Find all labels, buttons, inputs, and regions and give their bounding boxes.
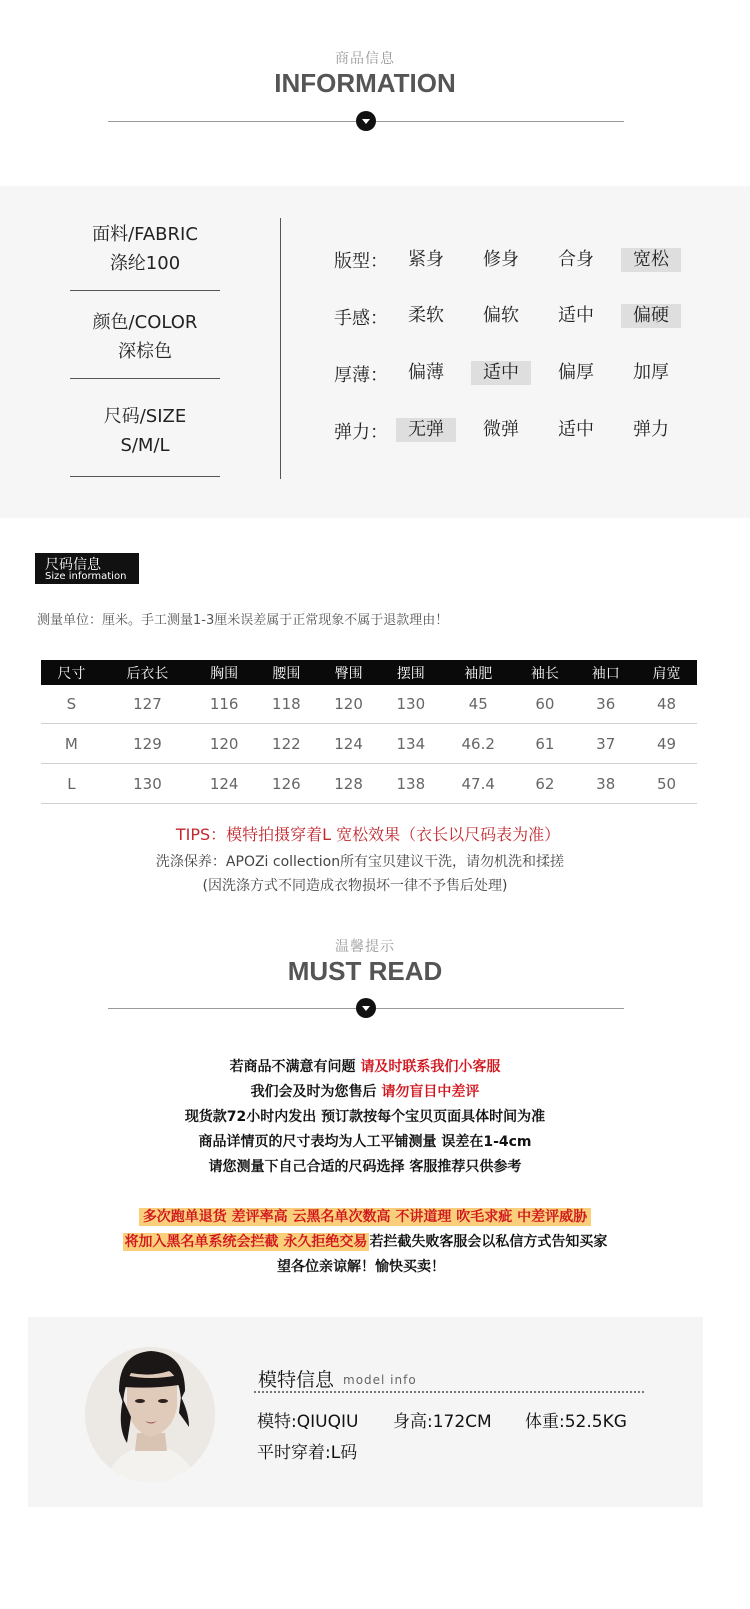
notice-line: [0, 1056, 730, 1076]
measure-note: 测量单位：厘米。手工测量1-3厘米误差属于正常现象不属于退款理由！: [37, 613, 449, 628]
table-cell: 36: [575, 685, 636, 724]
attr-option: 适中: [558, 419, 594, 440]
notice-line: [0, 1081, 730, 1101]
table-cell: 45: [442, 685, 515, 724]
warning-line: [0, 1231, 730, 1251]
spec-color-value: 深棕色: [118, 341, 172, 362]
col-header: 肩宽: [636, 660, 697, 685]
table-cell: 120: [193, 724, 255, 764]
chevron-down-icon: [356, 998, 376, 1018]
size-badge-cn: 尺码信息: [45, 557, 101, 573]
model-title-en: model info: [343, 1373, 417, 1387]
table-cell: 38: [575, 764, 636, 804]
col-header: 袖长: [514, 660, 575, 685]
table-row: [41, 685, 697, 724]
model-portrait-icon: [85, 1347, 215, 1482]
notice-text: 我们会及时为您售后: [250, 1084, 382, 1100]
info-title: INFORMATION: [274, 68, 456, 98]
notice-line: 商品详情页的尺寸表均为人工平铺测量 误差在1-4cm: [198, 1134, 532, 1150]
col-header: 袖肥: [442, 660, 515, 685]
attr-row-elasticity: [334, 418, 694, 444]
notice-line: 请您测量下自己合适的尺码选择 客服推荐只供参考: [208, 1159, 522, 1175]
table-cell: 118: [255, 685, 317, 724]
notice-text: 若商品不满意有问题: [229, 1059, 361, 1075]
table-cell: 129: [102, 724, 193, 764]
warning-highlight: 多次跑单退货 差评率高 云黑名单次数高 不讲道理 吹毛求疵 中差评威胁: [139, 1208, 591, 1226]
attr-label: 手感：: [334, 308, 388, 329]
table-cell: 47.4: [442, 764, 515, 804]
table-cell: 37: [575, 724, 636, 764]
attr-option: 合身: [558, 249, 594, 270]
table-cell: 61: [514, 724, 575, 764]
attr-option: 紧身: [408, 249, 444, 270]
spec-size-value: S/M/L: [120, 435, 170, 456]
attr-option: 柔软: [408, 305, 444, 326]
table-cell: 127: [102, 685, 193, 724]
notice-emphasis: 请勿盲目中差评: [381, 1084, 480, 1100]
attr-option: 适中: [558, 305, 594, 326]
attr-label: 弹力：: [334, 422, 388, 443]
avatar: [85, 1347, 215, 1482]
model-usual-size: 平时穿着:L码: [257, 1443, 358, 1463]
attr-option: 修身: [483, 249, 519, 270]
col-header: 袖口: [575, 660, 636, 685]
table-cell: 120: [317, 685, 379, 724]
table-cell: 130: [380, 685, 442, 724]
table-cell: 122: [255, 724, 317, 764]
attr-option: 偏薄: [408, 362, 444, 383]
col-header: 摆围: [380, 660, 442, 685]
panel-vertical-divider: [280, 218, 281, 479]
attr-option-selected: 适中: [471, 361, 531, 385]
attr-row-fit: [334, 247, 694, 273]
table-cell: 134: [380, 724, 442, 764]
size-table: [41, 660, 697, 804]
table-cell: 124: [317, 724, 379, 764]
attr-label: 版型：: [334, 251, 388, 272]
table-cell: 128: [317, 764, 379, 804]
spec-separator: [70, 290, 220, 291]
size-badge-en: Size information: [45, 571, 127, 582]
notice-emphasis: 请及时联系我们小客服: [360, 1059, 501, 1075]
spec-size-label: 尺码/SIZE: [103, 406, 187, 427]
col-header: 尺寸: [41, 660, 102, 685]
attr-row-thickness: [334, 361, 694, 387]
tips-text: TIPS：模特拍摄穿着L 宽松效果（衣长以尺码表为准）: [175, 825, 561, 844]
size-info-badge: [35, 553, 139, 584]
attr-row-feel: [334, 304, 694, 330]
spec-separator: [70, 476, 220, 477]
spec-fabric: [70, 220, 220, 278]
model-weight: 体重:52.5KG: [525, 1412, 627, 1432]
wash-instruction: 洗涤保养：APOZi collection所有宝贝建议干洗，请勿机洗和揉搓: [155, 854, 565, 870]
table-cell: 60: [514, 685, 575, 724]
attr-option-selected: 偏硬: [621, 304, 681, 328]
model-name: 模特:QIUQIU: [257, 1412, 359, 1432]
size-table-header: [41, 660, 697, 685]
attr-option: 偏软: [483, 305, 519, 326]
warning-text: 若拦截失败客服会以私信方式告知买家: [369, 1234, 608, 1250]
mustread-subtitle: 温馨提示: [335, 939, 395, 955]
table-cell: M: [41, 724, 102, 764]
col-header: 臀围: [317, 660, 379, 685]
spec-separator: [70, 378, 220, 379]
attr-label: 厚薄：: [334, 365, 388, 386]
table-row: [41, 724, 697, 764]
table-cell: 116: [193, 685, 255, 724]
attr-option-selected: 无弹: [396, 418, 456, 442]
col-header: 腰围: [255, 660, 317, 685]
model-height: 身高:172CM: [393, 1412, 492, 1432]
table-cell: 48: [636, 685, 697, 724]
attr-option-selected: 宽松: [621, 248, 681, 272]
wash-disclaimer: (因洗涤方式不同造成衣物损坏一律不予售后处理): [202, 878, 508, 894]
warning-highlight: 将加入黑名单系统会拦截 永久拒绝交易: [124, 1234, 368, 1250]
spec-fabric-value: 涤纶100: [109, 253, 181, 274]
table-cell: 138: [380, 764, 442, 804]
attr-option: 加厚: [633, 362, 669, 383]
mustread-title: MUST READ: [287, 956, 443, 986]
spec-color: [70, 308, 220, 366]
table-cell: L: [41, 764, 102, 804]
table-cell: 49: [636, 724, 697, 764]
table-cell: 46.2: [442, 724, 515, 764]
attr-option: 微弹: [483, 419, 519, 440]
table-cell: 50: [636, 764, 697, 804]
spec-color-label: 颜色/COLOR: [92, 312, 198, 333]
table-cell: S: [41, 685, 102, 724]
spec-size: [70, 402, 220, 460]
model-title: 模特信息: [258, 1369, 335, 1391]
col-header: 胸围: [193, 660, 255, 685]
closing-line: 望各位亲谅解！愉快买卖！: [277, 1259, 445, 1275]
col-header: 后衣长: [102, 660, 193, 685]
attr-option: 偏厚: [558, 362, 594, 383]
notice-line: 现货款72小时内发出 预订款按每个宝贝页面具体时间为准: [184, 1109, 546, 1125]
info-subtitle: 商品信息: [335, 51, 395, 67]
model-dotted-divider: [254, 1391, 644, 1393]
table-cell: 130: [102, 764, 193, 804]
table-cell: 124: [193, 764, 255, 804]
table-cell: 126: [255, 764, 317, 804]
table-cell: 62: [514, 764, 575, 804]
warning-line: [0, 1206, 730, 1226]
spec-fabric-label: 面料/FABRIC: [92, 224, 198, 245]
attr-option: 弹力: [633, 419, 669, 440]
table-row: [41, 764, 697, 804]
chevron-down-icon: [356, 111, 376, 131]
